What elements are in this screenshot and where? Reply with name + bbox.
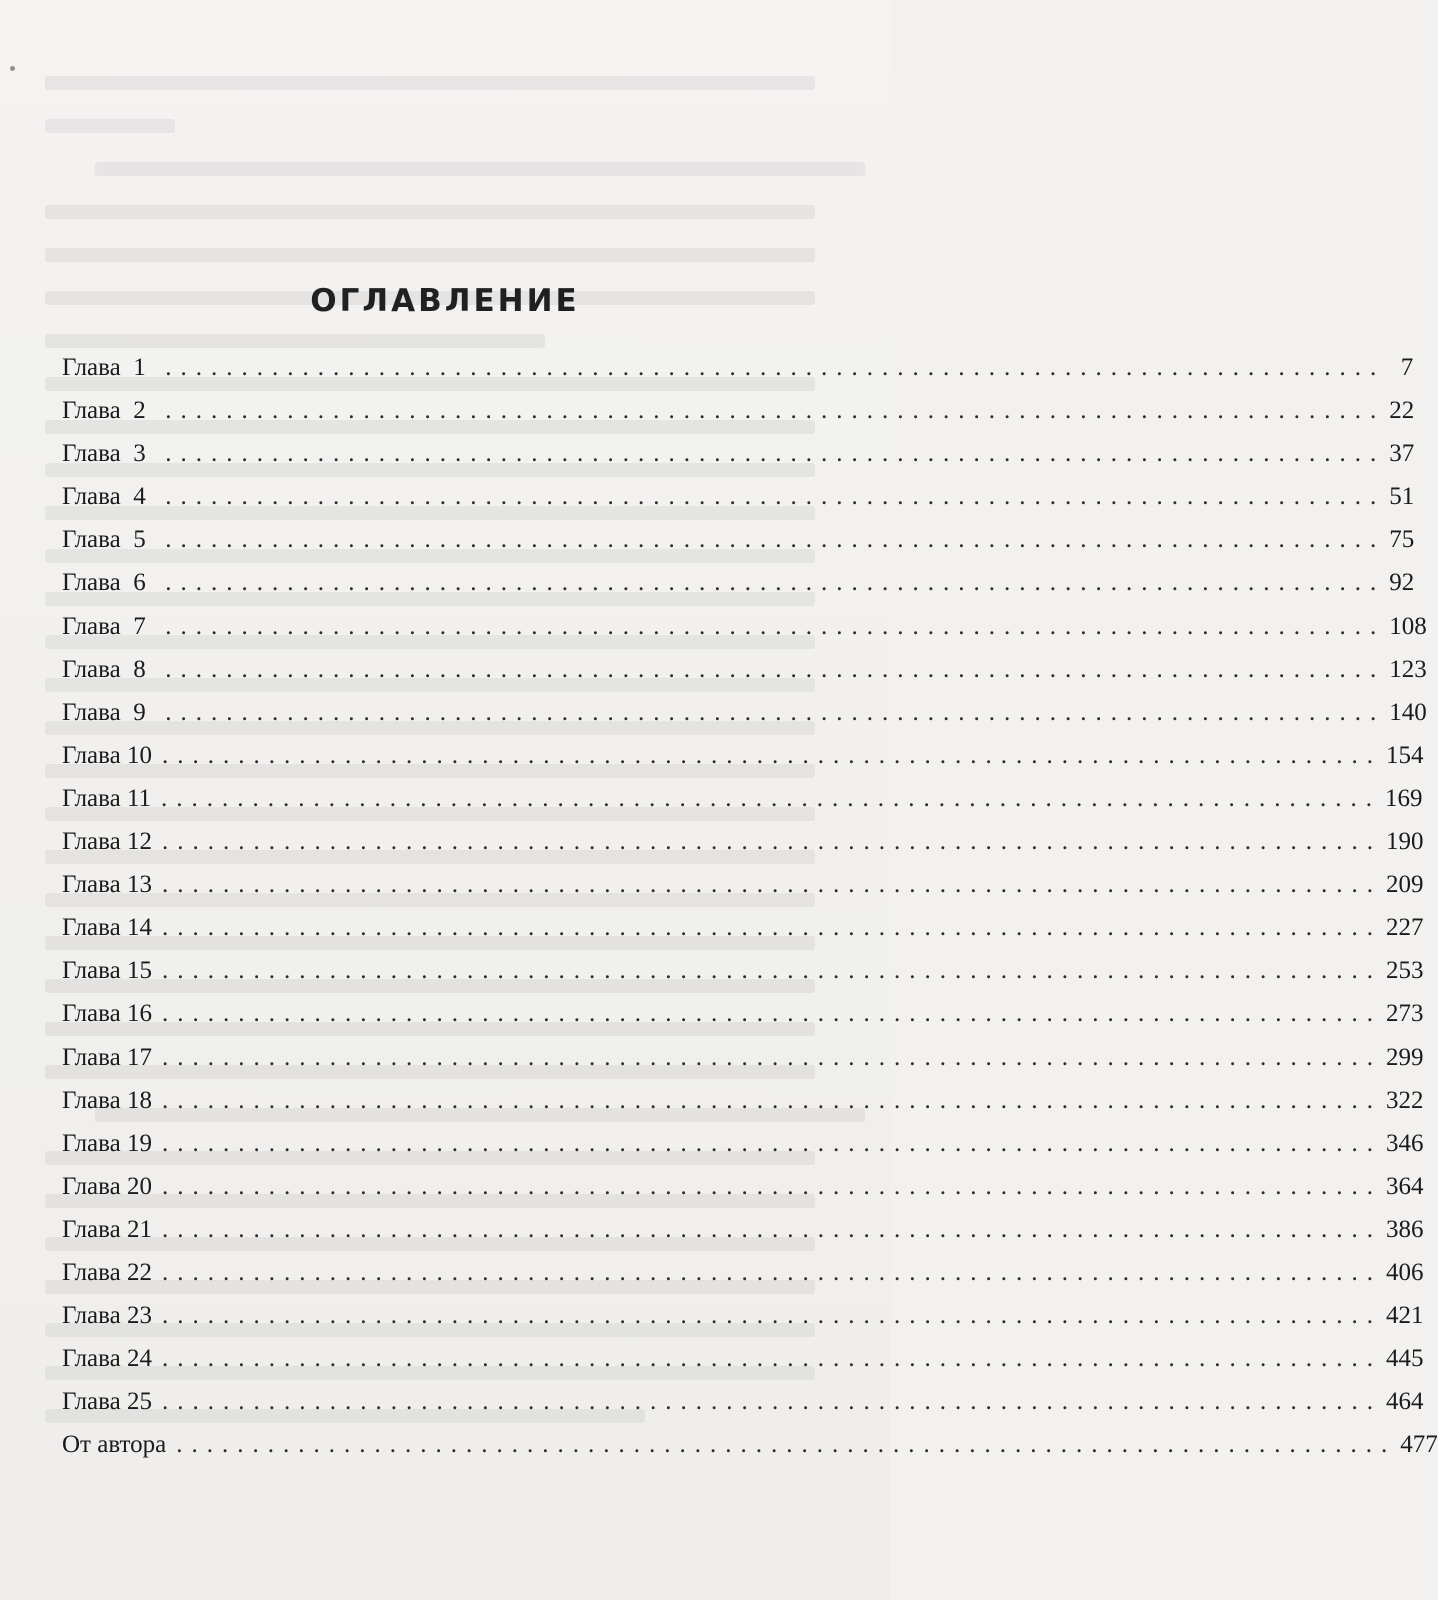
toc-entry-label-text: Глава <box>62 1345 121 1373</box>
toc-entry-label <box>62 1302 152 1330</box>
toc-leader-dots: ................................................................................ <box>161 1215 1382 1243</box>
toc-entry-page: 209 <box>1385 871 1424 899</box>
toc-entry-page: 364 <box>1385 1172 1424 1200</box>
toc-entry-label-text: Глава <box>62 655 121 683</box>
toc-entry[interactable] <box>62 1258 1424 1302</box>
toc-entry-label-text: От автора <box>62 1431 167 1459</box>
toc-entry[interactable] <box>62 440 1415 483</box>
toc-entry-label-text: Глава <box>62 698 121 726</box>
toc-entry-number: 17 <box>126 1043 152 1071</box>
toc-leader-dots: ................................................................................ <box>161 871 1382 899</box>
toc-entry-number: 15 <box>126 957 152 985</box>
toc-entry[interactable] <box>62 526 1415 569</box>
toc-entry-page: 51 <box>1389 483 1415 511</box>
toc-entry[interactable] <box>62 1215 1424 1259</box>
toc-leader-dots: ................................................................................ <box>161 1302 1382 1330</box>
bleed-line <box>45 60 845 103</box>
toc-entry-page: 386 <box>1385 1215 1424 1243</box>
toc-entry[interactable] <box>62 914 1424 957</box>
toc-entry-number: 13 <box>126 871 152 899</box>
toc-entry-page: 75 <box>1389 526 1415 554</box>
toc-leader-dots: ................................................................................ <box>165 397 1386 425</box>
toc-entry[interactable] <box>62 1431 1438 1474</box>
page-speck <box>10 66 15 71</box>
toc-entry-page: 406 <box>1385 1258 1424 1286</box>
toc-entry[interactable] <box>62 1302 1424 1345</box>
toc-entry-label <box>62 699 155 727</box>
toc-entry-number: 4 <box>133 483 146 511</box>
toc-entry-page: 190 <box>1385 828 1424 856</box>
toc-entry-number: 3 <box>133 440 146 468</box>
bleed-line <box>45 103 845 146</box>
toc-entry-label-text: Глава <box>62 440 121 468</box>
toc-entry-label-text: Глава <box>62 741 121 769</box>
bleed-line <box>45 232 845 275</box>
toc-entry[interactable] <box>62 1086 1424 1130</box>
toc-entry-page: 92 <box>1389 569 1415 597</box>
toc-entry-label <box>62 1044 152 1072</box>
toc-entry-number: 10 <box>126 741 152 769</box>
toc-entry-number: 24 <box>126 1345 152 1373</box>
toc-leader-dots: ................................................................................ <box>161 1086 1382 1114</box>
toc-entry-number: 18 <box>126 1086 152 1114</box>
toc-entry-number: 7 <box>133 612 146 640</box>
toc-entry-page: 299 <box>1385 1043 1424 1071</box>
toc-entry-page: 346 <box>1385 1129 1424 1157</box>
toc-entry[interactable] <box>62 698 1427 742</box>
toc-entry-page: 273 <box>1385 1000 1424 1028</box>
toc-entry-label-text: Глава <box>62 1258 121 1286</box>
table-of-contents <box>62 354 1438 1474</box>
toc-entry[interactable] <box>62 828 1424 871</box>
toc-entry-label-text: Глава <box>62 914 121 942</box>
toc-entry-label <box>62 526 155 554</box>
toc-leader-dots: ................................................................................ <box>165 655 1386 683</box>
toc-entry-label-text: Глава <box>62 871 121 899</box>
toc-entry-label <box>62 957 152 985</box>
toc-entry-label <box>62 613 155 641</box>
toc-entry-label <box>62 1000 152 1028</box>
toc-leader-dots: ................................................................................ <box>165 354 1386 381</box>
toc-entry[interactable] <box>62 483 1415 526</box>
toc-entry-page: 108 <box>1389 612 1427 640</box>
toc-entry-label <box>62 1216 152 1244</box>
toc-entry[interactable] <box>62 655 1427 699</box>
toc-entry-label-text: Глава <box>62 526 121 554</box>
toc-leader-dots: ................................................................................ <box>161 914 1382 942</box>
toc-leader-dots: ................................................................................ <box>165 440 1386 468</box>
toc-leader-dots: ................................................................................ <box>161 957 1382 985</box>
toc-entry-label <box>62 1259 152 1287</box>
toc-entry-page: 322 <box>1385 1086 1424 1114</box>
toc-entry-page: 140 <box>1389 698 1427 726</box>
toc-entry-label <box>62 1345 152 1373</box>
toc-entry[interactable] <box>62 354 1414 397</box>
toc-entry-label <box>62 440 155 468</box>
toc-entry[interactable] <box>62 871 1424 914</box>
toc-entry-number: 11 <box>126 784 152 812</box>
toc-entry-number: 9 <box>133 698 146 726</box>
toc-entry-label <box>62 1431 166 1459</box>
toc-leader-dots: ................................................................................ <box>161 1000 1382 1028</box>
toc-leader-dots: ................................................................................ <box>161 1388 1382 1416</box>
toc-entry-label <box>62 569 155 597</box>
toc-entry-label-text: Глава <box>62 1129 121 1157</box>
toc-entry-number: 14 <box>126 914 152 942</box>
toc-entry-label-text: Глава <box>62 1000 121 1028</box>
toc-entry[interactable] <box>62 741 1424 785</box>
toc-entry-label <box>62 354 155 382</box>
page-title: ОГЛАВЛЕНИЕ <box>310 282 580 319</box>
toc-entry-label-text: Глава <box>62 354 121 381</box>
bleed-line <box>45 189 845 232</box>
toc-entry-page: 22 <box>1389 397 1415 425</box>
toc-entry[interactable] <box>62 784 1423 828</box>
toc-entry[interactable] <box>62 1345 1424 1388</box>
toc-entry-number: 21 <box>126 1215 152 1243</box>
toc-leader-dots: ................................................................................ <box>165 483 1386 511</box>
toc-leader-dots: ................................................................................ <box>161 1043 1382 1071</box>
toc-entry-label <box>62 397 155 425</box>
toc-entry-number: 1 <box>133 354 146 381</box>
toc-entry-label-text: Глава <box>62 1172 121 1200</box>
toc-entry-page: 464 <box>1385 1388 1424 1416</box>
toc-entry-number: 25 <box>126 1388 152 1416</box>
toc-leader-dots: ................................................................................ <box>161 1345 1382 1373</box>
toc-entry-label <box>62 1130 152 1158</box>
toc-entry-number: 5 <box>133 526 146 554</box>
toc-entry-page: 227 <box>1385 914 1424 942</box>
toc-entry-number: 16 <box>126 1000 152 1028</box>
toc-entry-label <box>62 1173 152 1201</box>
toc-entry-number: 19 <box>126 1129 152 1157</box>
toc-entry[interactable] <box>62 957 1424 1000</box>
toc-entry-label-text: Глава <box>62 1086 121 1114</box>
toc-leader-dots: ................................................................................ <box>161 1129 1382 1157</box>
toc-entry-label-text: Глава <box>62 957 121 985</box>
toc-entry-label-text: Глава <box>62 1388 121 1416</box>
toc-entry-number: 6 <box>133 569 146 597</box>
toc-entry-page: 421 <box>1385 1302 1424 1330</box>
toc-entry-page: 253 <box>1385 957 1424 985</box>
toc-entry-label-text: Глава <box>62 612 121 640</box>
toc-entry-label-text: Глава <box>62 1043 121 1071</box>
toc-leader-dots: ................................................................................ <box>165 569 1386 597</box>
toc-leader-dots: ................................................................................ <box>161 1172 1382 1200</box>
toc-entry-label <box>62 1388 152 1416</box>
toc-leader-dots: ................................................................................ <box>161 784 1382 812</box>
toc-entry-number: 2 <box>133 397 146 425</box>
toc-entry-page: 154 <box>1385 741 1424 769</box>
toc-entry-page: 477 <box>1400 1431 1438 1459</box>
bleed-line <box>45 146 845 189</box>
toc-entry-label-text: Глава <box>62 483 121 511</box>
toc-entry-page: 169 <box>1385 784 1423 812</box>
toc-entry-number: 22 <box>126 1258 152 1286</box>
toc-entry-label <box>62 742 152 770</box>
toc-entry-label <box>62 785 151 813</box>
toc-entry-page: 37 <box>1389 440 1415 468</box>
toc-leader-dots: ................................................................................ <box>165 698 1386 726</box>
toc-entry-label <box>62 656 155 684</box>
toc-entry-number: 8 <box>133 655 146 683</box>
toc-entry[interactable] <box>62 1388 1424 1431</box>
toc-entry-page: 7 <box>1400 354 1414 381</box>
toc-entry-label-text: Глава <box>62 1215 121 1243</box>
toc-leader-dots: ................................................................................ <box>161 741 1382 769</box>
toc-leader-dots: ................................................................................ <box>165 526 1386 554</box>
toc-leader-dots: ................................................................................ <box>165 612 1386 640</box>
toc-entry-number: 12 <box>126 828 152 856</box>
toc-entry-number: 23 <box>126 1302 152 1330</box>
toc-entry-label-text: Глава <box>62 828 121 856</box>
toc-entry-page: 445 <box>1385 1345 1424 1373</box>
toc-entry[interactable] <box>62 1043 1424 1087</box>
toc-entry[interactable] <box>62 1172 1424 1216</box>
toc-entry[interactable] <box>62 397 1415 440</box>
toc-entry-label-text: Глава <box>62 1302 121 1330</box>
toc-leader-dots: ................................................................................ <box>161 1258 1382 1286</box>
toc-entry-label <box>62 1087 152 1115</box>
toc-entry-label <box>62 483 155 511</box>
toc-entry-label <box>62 871 152 899</box>
toc-leader-dots: ................................................................................ <box>161 828 1382 856</box>
toc-leader-dots: ................................................................................ <box>176 1431 1397 1459</box>
toc-entry[interactable] <box>62 1000 1424 1043</box>
toc-entry[interactable] <box>62 612 1427 656</box>
toc-entry-label-text: Глава <box>62 569 121 597</box>
toc-entry-label-text: Глава <box>62 397 121 425</box>
toc-entry-label-text: Глава <box>62 784 121 812</box>
toc-entry-label <box>62 828 152 856</box>
toc-entry[interactable] <box>62 569 1415 612</box>
toc-entry[interactable] <box>62 1129 1424 1173</box>
toc-entry-page: 123 <box>1389 655 1427 683</box>
toc-entry-label <box>62 914 152 942</box>
toc-entry-number: 20 <box>126 1172 152 1200</box>
